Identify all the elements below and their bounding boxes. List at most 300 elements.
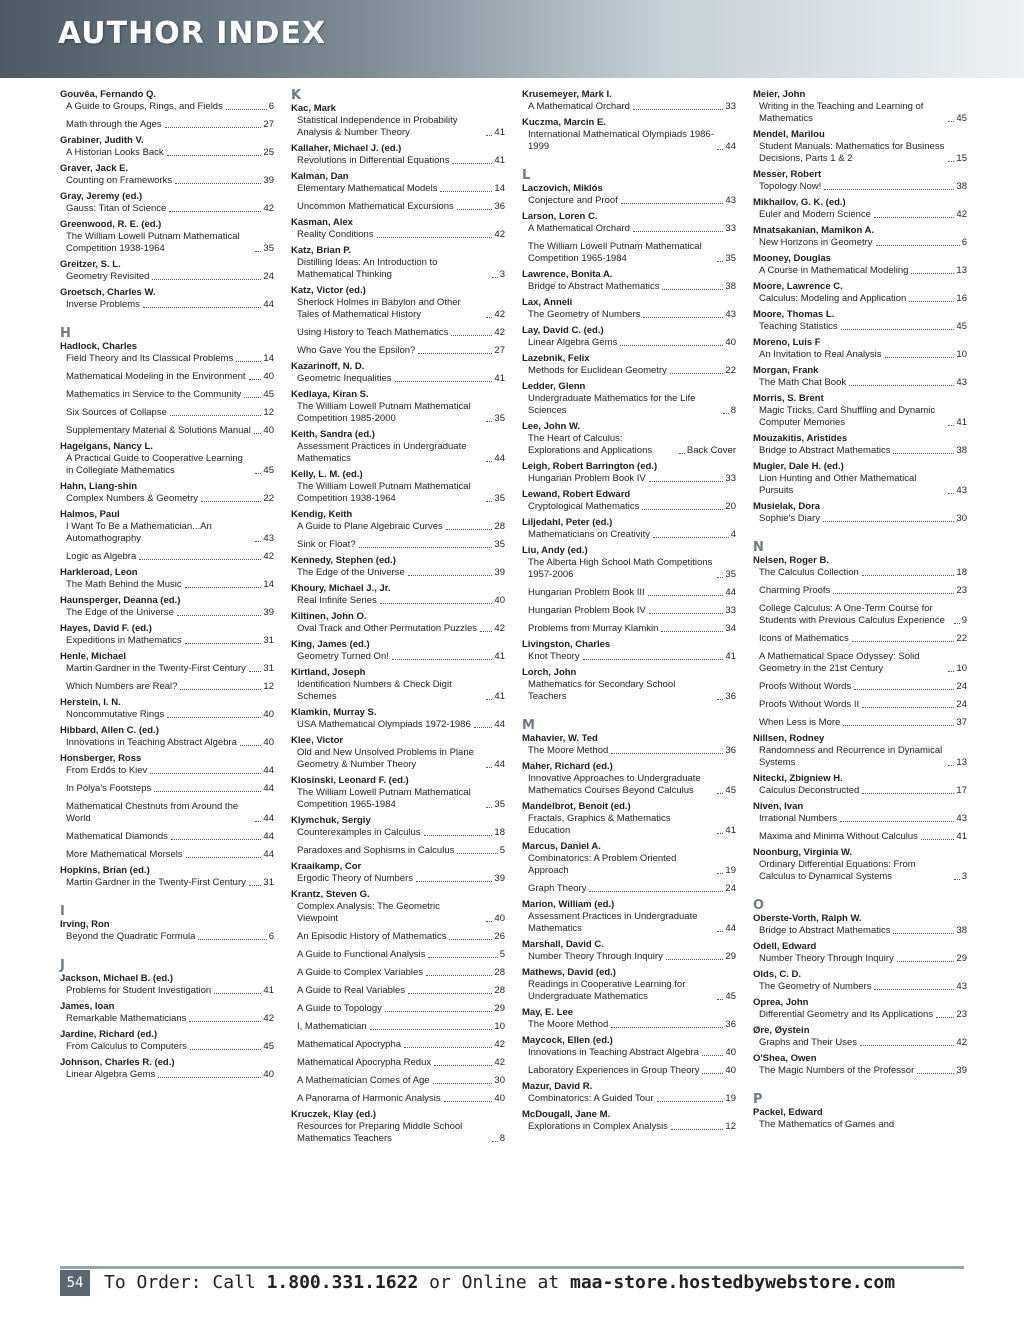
book-title: Remarkable Mathematicians [66,1013,187,1024]
page-ref: 45 [263,1041,274,1052]
author-entry [291,429,505,465]
author-entry [522,421,736,457]
dot-leader [948,671,954,672]
dot-leader [954,879,960,880]
author-entry [522,899,736,935]
dot-leader [377,237,493,238]
author-entry [753,309,967,333]
page-ref: 45 [263,465,274,476]
dot-leader [154,791,261,792]
page-ref: 25 [263,147,274,158]
author-name: Greenwood, R. E. (ed.) [60,219,162,230]
book-title: Hungarian Problem Book IV [528,473,646,484]
author-name: Kiltinen, John O. [291,611,367,622]
book-entry [522,365,736,377]
dot-leader [240,745,261,746]
book-entry [522,911,736,935]
page-ref: 31 [263,635,274,646]
book-title: The Moore Method [528,745,609,756]
book-entry [753,699,967,711]
author-name: Packel, Edward [753,1107,823,1118]
book-entry [291,1039,505,1051]
page-ref: 45 [725,785,736,796]
author-name: Kirtland, Joseph [291,667,366,678]
book-entry [291,1075,505,1087]
page-ref: 6 [268,101,274,112]
book-title: Mathematicians on Creativity [528,529,650,540]
book-title: Readings in Cooperative Learning for Undergraduate Mathematics [528,979,686,1002]
book-title: The Heart of Calculus: Explorations and Applications [528,433,653,456]
book-entry [291,1057,505,1069]
page-ref: 35 [494,493,505,504]
author-entry [291,143,505,167]
dot-leader [893,453,954,454]
book-entry [522,1019,736,1031]
dot-leader [214,993,261,994]
book-title: The Magic Numbers of the Professor [759,1065,915,1076]
book-title: An Episodic History of Mathematics [297,931,447,942]
author-entry [60,753,274,861]
author-entry [522,1007,736,1031]
dot-leader [150,773,261,774]
index-column-3 [522,89,736,1137]
dot-leader [143,307,262,308]
author-name: Klamkin, Murray S. [291,707,377,718]
book-entry [753,1009,967,1021]
dot-leader [385,1011,493,1012]
book-title: Field Theory and Its Classical Problems [66,353,234,364]
dot-leader [480,631,492,632]
dot-leader [840,821,954,822]
author-entry [753,433,967,457]
page-ref: 24 [956,699,967,710]
book-entry [291,373,505,385]
page-ref: 16 [956,293,967,304]
page-ref: 40 [494,913,505,924]
page-ref: 39 [263,607,274,618]
book-title: Problems for Student Investigation [66,985,212,996]
page-ref: 45 [956,113,967,124]
author-entry [60,259,274,283]
book-entry [753,953,967,965]
book-title: Calculus Deconstructed [759,785,860,796]
author-name: James, Ioan [60,1001,115,1012]
author-name: Groetsch, Charles W. [60,287,156,298]
author-entry [291,861,505,885]
book-entry [60,783,274,795]
section-letter: N [753,540,764,555]
author-name: Katz, Victor (ed.) [291,285,366,296]
book-entry [753,473,967,497]
book-title: Gauss: Titan of Science [66,203,167,214]
book-title: The Mathematics of Games and [759,1119,895,1130]
dot-leader [244,397,261,398]
author-name: Kendig, Keith [291,509,353,520]
book-title: Innovations in Teaching Abstract Algebra [66,737,237,748]
dot-leader [717,931,723,932]
author-entry [753,1025,967,1049]
author-name: Morgan, Frank [753,365,819,376]
dot-leader [717,149,723,150]
author-name: Klee, Victor [291,735,344,746]
book-entry [60,425,274,437]
dot-leader [392,659,493,660]
page-ref: 22 [956,633,967,644]
dot-leader [452,163,492,164]
book-title: Complex Analysis: The Geometric Viewpoint [297,901,440,924]
author-name: Liu, Andy (ed.) [522,545,588,556]
page-ref: 23 [956,1009,967,1020]
page-ref: 13 [956,757,967,768]
page-ref: 34 [725,623,736,634]
author-name: Hagelgans, Nancy L. [60,441,153,452]
author-name: Kasman, Alex [291,217,353,228]
book-entry [60,1069,274,1081]
dot-leader [486,135,492,136]
book-title: International Mathematical Olympiads 1986-1999 [528,129,714,152]
section-letter: I [60,904,65,919]
book-title: Conjecture and Proof [528,195,618,206]
book-entry [60,831,274,843]
book-entry [291,229,505,241]
page-ref: 31 [263,877,274,888]
order-line [104,1270,895,1296]
book-title: Topology Now! [759,181,822,192]
index-column-1 [60,89,274,1085]
dot-leader [621,203,724,204]
book-title: Icons of Mathematics [759,633,849,644]
author-name: Mendel, Marilou [753,129,825,140]
page-ref: 36 [725,745,736,756]
book-entry [60,1013,274,1025]
book-entry [753,349,967,361]
book-title: A Guide to Plane Algebraic Curves [297,521,443,532]
author-name: Kac, Mark [291,103,336,114]
author-entry [291,245,505,281]
book-title: I, Mathematician [297,1021,367,1032]
page-ref: 40 [263,1069,274,1080]
page-ref: 43 [956,485,967,496]
book-title: Calculus: Modeling and Application [759,293,907,304]
book-title: Assessment Practices in Undergraduate Mathematics [528,911,698,934]
book-title: Sherlock Holmes in Babylon and Other Tales of Mathematical History [297,297,461,320]
book-entry [291,155,505,167]
dot-leader [921,839,955,840]
book-entry [522,745,736,757]
author-entry [60,1029,274,1053]
section-letter: P [753,1092,763,1107]
book-title: Euler and Modern Science [759,209,871,220]
dot-leader [418,353,492,354]
author-entry [753,733,967,769]
author-name: Livingston, Charles [522,639,611,650]
author-entry [60,135,274,159]
book-title: A Guide to Complex Variables [297,967,424,978]
book-entry [291,679,505,703]
book-title: New Horizons in Geometry [759,237,873,248]
page-ref: 29 [725,951,736,962]
book-title: Differential Geometry and Its Applications [759,1009,934,1020]
book-entry [60,371,274,383]
book-title: I Want To Be a Mathematician...An Automathography [66,521,212,544]
author-name: Kedlaya, Kiran S. [291,389,369,400]
author-entry [291,285,505,357]
page-ref: 39 [494,567,505,578]
page-ref: 42 [263,551,274,562]
book-title: The Alberta High School Math Competitions 1957-2006 [528,557,713,580]
book-title: A Mathematician Comes of Age [297,1075,430,1086]
book-entry [60,765,274,777]
author-name: Haunsperger, Deanna (ed.) [60,595,181,606]
page-ref: 35 [494,413,505,424]
book-title: From Erdős to Kiev [66,765,148,776]
author-name: Krantz, Steven G. [291,889,370,900]
page-ref: 17 [956,785,967,796]
page-ref: 41 [494,373,505,384]
author-name: Grabiner, Judith V. [60,135,144,146]
book-entry [753,859,967,883]
dot-leader [909,301,954,302]
author-name: Liljedahl, Peter (ed.) [522,517,613,528]
order-phone: 1.800.331.1622 [266,1272,419,1293]
book-title: Oval Track and Other Permutation Puzzles [297,623,478,634]
book-entry [60,271,274,283]
author-name: Kelly, L. M. (ed.) [291,469,363,480]
page-ref: 39 [956,1065,967,1076]
book-title: Counting on Frameworks [66,175,173,186]
author-name: Øre, Øystein [753,1025,810,1036]
page-ref: 18 [956,567,967,578]
page-ref: 36 [725,691,736,702]
book-entry [60,985,274,997]
dot-leader [416,881,492,882]
author-name: Krusemeyer, Mark I. [522,89,612,100]
page-ref: 38 [725,281,736,292]
page-ref: 27 [263,119,274,130]
page-title: AUTHOR INDEX [58,16,327,51]
book-entry [60,203,274,215]
book-title: An Invitation to Real Analysis [759,349,882,360]
author-entry [60,287,274,311]
author-entry [522,761,736,797]
book-entry [60,231,274,255]
author-name: Kennedy, Stephen (ed.) [291,555,396,566]
dot-leader [167,155,262,156]
book-entry [291,1021,505,1033]
author-entry [522,733,736,757]
dot-leader [170,415,262,416]
dot-leader [434,1065,492,1066]
author-entry [753,773,967,797]
book-entry [753,141,967,165]
dot-leader [359,547,493,548]
book-entry [60,407,274,419]
section-letter: K [291,88,302,103]
book-title: Mathematics for Secondary School Teachers [528,679,676,702]
page-ref: 24 [725,883,736,894]
book-title: A Guide to Functional Analysis [297,949,426,960]
dot-leader [486,317,492,318]
book-title: Linear Algebra Gems [66,1069,156,1080]
author-name: Hopkins, Brian (ed.) [60,865,150,876]
page-ref: 40 [263,709,274,720]
book-entry [291,719,505,731]
dot-leader [408,575,493,576]
author-name: Klosinski, Leonard F. (ed.) [291,775,409,786]
author-entry [522,801,736,837]
author-entry [753,461,967,497]
book-title: In Pólya's Footsteps [66,783,152,794]
dot-leader [189,1021,261,1022]
book-title: Proofs Without Words II [759,699,860,710]
page-ref: 42 [956,1037,967,1048]
page-ref: 44 [494,719,505,730]
dot-leader [954,623,960,624]
author-name: May, E. Lee [522,1007,574,1018]
book-title: The Geometry of Numbers [528,309,641,320]
author-entry [291,361,505,385]
book-title: Lion Hunting and Other Mathematical Pursuits [759,473,917,496]
book-entry [522,651,736,663]
author-entry [60,1057,274,1081]
page-ref: 44 [263,299,274,310]
dot-leader [702,1073,723,1074]
book-entry [60,579,274,591]
dot-leader [486,807,492,808]
book-title: Uncommon Mathematical Excursions [297,201,454,212]
author-name: Gray, Jeremy (ed.) [60,191,143,202]
page-ref: 42 [494,623,505,634]
dot-leader [226,109,267,110]
page-ref: 19 [725,865,736,876]
book-title: The William Lowell Putnam Mathematical Competition 1938-1964 [66,231,240,254]
book-entry [522,951,736,963]
book-entry [522,433,736,457]
book-title: Graph Theory [528,883,587,894]
page-ref: 8 [730,405,736,416]
page-ref: 33 [725,473,736,484]
page-ref: 44 [263,849,274,860]
book-entry [291,441,505,465]
book-title: The Edge of the Universe [66,607,174,618]
book-entry [753,681,967,693]
dot-leader [666,959,724,960]
author-name: Maher, Richard (ed.) [522,761,613,772]
dot-leader [833,593,954,594]
book-entry [753,445,967,457]
dot-leader [717,261,723,262]
author-entry [753,555,967,729]
page-ref: 27 [494,345,505,356]
page-ref: 42 [494,229,505,240]
author-entry [753,997,967,1021]
page-ref: 39 [263,175,274,186]
author-name: Oprea, John [753,997,809,1008]
page-ref: 42 [494,309,505,320]
author-name: Mikhailov, G. K. (ed.) [753,197,846,208]
dot-leader [717,833,723,834]
book-entry [291,521,505,533]
author-entry [522,939,736,963]
book-entry [522,223,736,235]
dot-leader [185,643,262,644]
dot-leader [648,595,724,596]
page-ref: 10 [956,663,967,674]
book-entry [291,595,505,607]
dot-leader [874,217,954,218]
book-entry [522,773,736,797]
dot-leader [177,615,262,616]
page-ref: 44 [725,923,736,934]
author-entry [60,651,274,693]
page-ref: 23 [956,585,967,596]
dot-leader [254,433,262,434]
author-name: Mandelbrot, Benoit (ed.) [522,801,631,812]
book-entry [291,481,505,505]
page-ref: 4 [730,529,736,540]
book-entry [753,209,967,221]
dot-leader [451,335,492,336]
author-entry [753,89,967,125]
author-entry [522,489,736,513]
dot-leader [717,699,723,700]
dot-leader [139,559,261,560]
book-entry [753,1037,967,1049]
dot-leader [633,231,724,232]
book-entry [60,681,274,693]
book-entry [522,1065,736,1077]
book-title: Combinatorics: A Guided Tour [528,1093,654,1104]
book-entry [60,493,274,505]
book-entry [60,709,274,721]
page-ref: 6 [268,931,274,942]
index-column-2 [291,89,505,1149]
book-title: Geometric Inequalities [297,373,392,384]
dot-leader [169,211,261,212]
page-ref: 5 [499,949,505,960]
section-letter: L [522,168,531,183]
dot-leader [723,413,729,414]
author-entry [753,169,967,193]
page-ref: 13 [956,265,967,276]
page-ref: 12 [263,407,274,418]
book-title: Who Gave You the Epsilon? [297,345,416,356]
dot-leader [611,753,723,754]
book-title: Inverse Problems [66,299,140,310]
author-name: Lay, David C. (ed.) [522,325,604,336]
book-entry [291,539,505,551]
book-title: Cryptological Mathematics [528,501,640,512]
dot-leader [620,345,723,346]
book-entry [60,607,274,619]
dot-leader [649,613,724,614]
author-entry [60,163,274,187]
dot-leader [201,501,261,502]
book-entry [291,567,505,579]
book-title: More Mathematical Morsels [66,849,183,860]
order-website-link[interactable]: maa-store.hostedbywebstore.com [570,1272,896,1293]
book-entry [291,845,505,857]
book-entry [60,737,274,749]
dot-leader [424,835,493,836]
book-title: Distilling Ideas: An Introduction to Mathematical Thinking [297,257,438,280]
dot-leader [897,961,955,962]
dot-leader [643,317,723,318]
author-entry [753,129,967,165]
page-ref: 43 [956,981,967,992]
author-entry [522,297,736,321]
author-name: Noonburg, Virginia W. [753,847,853,858]
